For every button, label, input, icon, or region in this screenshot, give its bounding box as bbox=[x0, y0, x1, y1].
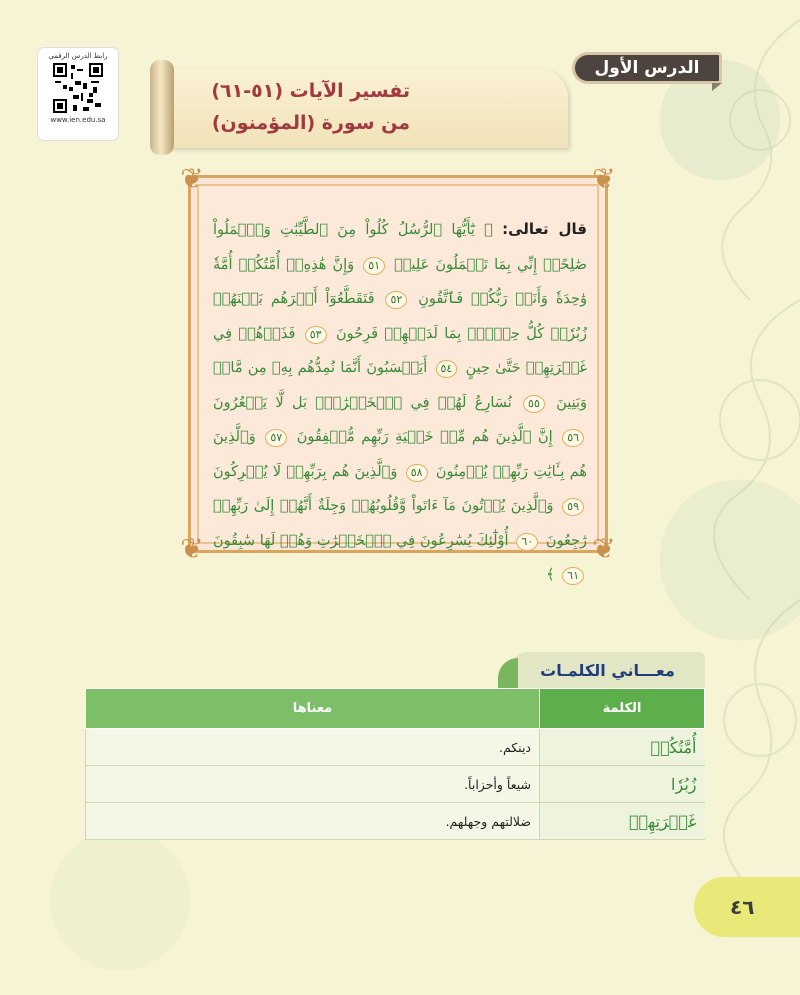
word-cell: زُبُرٗا bbox=[540, 766, 705, 803]
corner-ornament-icon: ❦ bbox=[180, 532, 204, 565]
verse-number: ٥٨ bbox=[406, 464, 428, 482]
verse-number: ٥٢ bbox=[385, 291, 407, 309]
arabesque-ornament bbox=[650, 0, 800, 995]
verse-number: ٥٩ bbox=[562, 498, 584, 516]
meaning-cell: شيعاً وأحزاباً. bbox=[86, 766, 540, 803]
verses-closing: ﴾ bbox=[546, 567, 555, 583]
verse-text: نُسَارِعُ لَهُمۡ فِي ٱلۡخَيۡرَٰتِۚ بَل لَّا يَشۡعُرُونَ bbox=[213, 394, 512, 411]
verse-number: ٥١ bbox=[363, 257, 385, 275]
qr-url[interactable]: www.ien.edu.sa bbox=[50, 116, 106, 124]
verse-number: ٥٤ bbox=[436, 360, 458, 378]
verse-number: ٥٣ bbox=[305, 326, 327, 344]
qr-code-icon[interactable] bbox=[53, 63, 103, 113]
verses-intro: قال تعالى: bbox=[502, 220, 587, 238]
qr-caption: رابط الدرس الرقمي bbox=[48, 52, 108, 60]
verse-text: فَذَرۡهُمۡ فِي غَمۡرَتِهِمۡ حَتَّىٰ حِينٍ bbox=[213, 325, 587, 376]
verses-frame bbox=[180, 162, 616, 583]
meaning-cell: ضلالتهم وجهلهم. bbox=[86, 803, 540, 840]
verse-text: ﴿ يَٰٓأَيُّهَا ٱلرُّسُلُ كُلُواْ مِنَ ٱلطَّيِّبَٰتِ وَٱعۡمَلُواْ صَٰلِحًاۖ إِنِّي بِمَا تَعۡمَلُونَ عَلِيمٞ bbox=[213, 222, 588, 273]
lesson-title: تفسير الآيات (٥١-٦١) bbox=[211, 80, 410, 102]
verse-text: إِنَّ ٱلَّذِينَ هُم مِّنۡ خَشۡيَةِ رَبِّهِم مُّشۡفِقُونَ bbox=[296, 429, 553, 445]
verse-text: أَيَحۡسَبُونَ أَنَّمَا نُمِدُّهُم بِهِۦ مِن مَّالٖ وَبَنِينَ bbox=[213, 360, 588, 411]
verse-number: ٦١ bbox=[562, 567, 584, 585]
verse-text: أُوْلَٰٓئِكَ يُسَٰرِعُونَ فِي ٱلۡخَيۡرَٰتِ وَهُمۡ لَهَا سَٰبِقُونَ bbox=[213, 532, 509, 549]
verse-number: ٥٧ bbox=[265, 429, 287, 447]
table-header-row bbox=[86, 689, 705, 729]
corner-ornament-icon: ❦ bbox=[592, 532, 616, 565]
table-row bbox=[86, 729, 705, 766]
verse-number: ٥٥ bbox=[523, 395, 545, 413]
page-number: ٤٦ bbox=[694, 877, 800, 937]
column-header-word: الكلمة bbox=[540, 689, 705, 729]
meanings-header: معـــاني الكلمـات bbox=[510, 652, 705, 688]
verse-text: وَٱلَّذِينَ هُم بِـَٔايَٰتِ رَبِّهِمۡ يُؤۡمِنُونَ bbox=[213, 429, 588, 480]
corner-ornament-icon: ❦ bbox=[180, 162, 204, 195]
verse-text: وَإِنَّ هَٰذِهِۦٓ أُمَّتُكُمۡ أُمَّةٗ وَٰحِدَةٗ وَأَنَا۠ رَبُّكُمۡ فَٱتَّقُونِ bbox=[213, 256, 587, 307]
word-cell: غَمۡرَتِهِمۡ bbox=[540, 803, 705, 840]
verse-number: ٥٦ bbox=[562, 429, 584, 447]
title-scroll bbox=[150, 60, 570, 155]
verse-text: وَٱلَّذِينَ هُم بِرَبِّهِمۡ لَا يُشۡرِكُونَ bbox=[213, 463, 398, 480]
lesson-subtitle: من سورة (المؤمنون) bbox=[211, 112, 410, 134]
verse-text: وَٱلَّذِينَ يُؤۡتُونَ مَآ ءَاتَواْ وَّقُلُوبُهُمۡ وَجِلَةٌ أَنَّهُمۡ إِلَىٰ رَبِّهِمۡ رَٰجِعُونَ bbox=[213, 498, 588, 549]
meaning-cell: دينكم. bbox=[86, 729, 540, 766]
corner-ornament-icon: ❦ bbox=[592, 162, 616, 195]
verse-number: ٦٠ bbox=[516, 533, 538, 551]
meanings-table bbox=[85, 688, 705, 840]
verse-text: فَتَقَطَّعُوٓاْ أَمۡرَهُم بَيۡنَهُمۡ زُبُرٗاۖ كُلُّ حِزۡبِۭ بِمَا لَدَيۡهِمۡ فَرِحُونَ bbox=[213, 291, 588, 342]
table-row bbox=[86, 803, 705, 840]
word-cell: أُمَّتُكُمۡ bbox=[540, 729, 705, 766]
lesson-tag: الدرس الأول bbox=[572, 52, 722, 84]
table-row bbox=[86, 766, 705, 803]
verses-text bbox=[213, 212, 587, 593]
qr-card[interactable] bbox=[38, 48, 118, 140]
scroll-roll bbox=[150, 60, 174, 155]
column-header-meaning: معناها bbox=[86, 689, 540, 729]
